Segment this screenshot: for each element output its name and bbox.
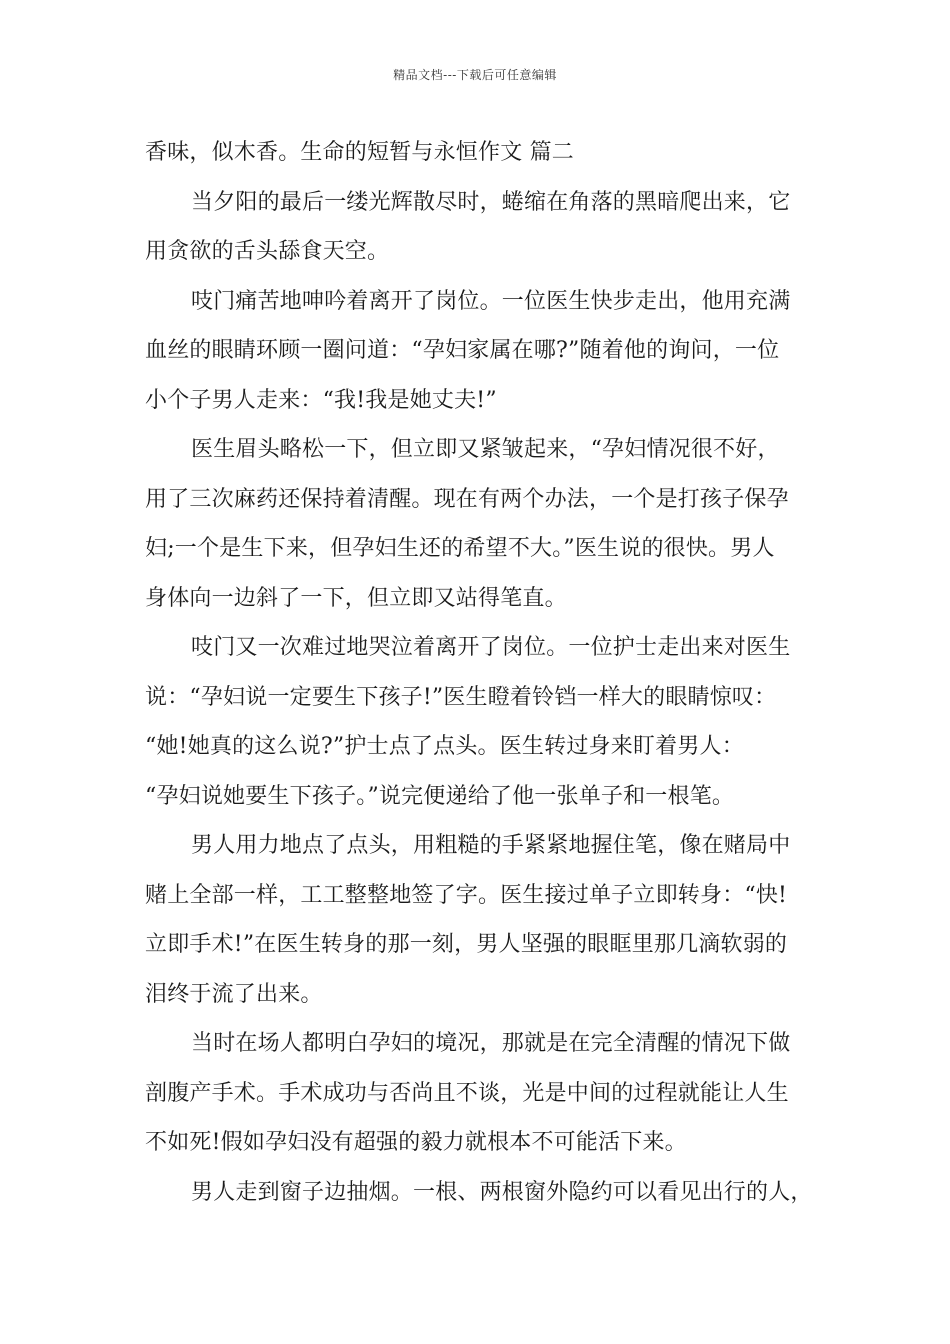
text-line: 男人用力地点了点头，用粗糙的手紧紧地握住笔，像在赌局中 <box>191 833 791 858</box>
page-header: 精品文档---下载后可任意编辑 <box>393 68 557 82</box>
text-line: 妇;一个是生下来，但孕妇生还的希望不大。”医生说的很快。男人 <box>145 536 775 561</box>
text-line: 吱门又一次难过地哭泣着离开了岗位。一位护士走出来对医生 <box>191 635 791 660</box>
text-line: 立即手术!”在医生转身的那一刻，男人坚强的眼眶里那几滴软弱的 <box>145 932 788 957</box>
text-line: 当夕阳的最后一缕光辉散尽时，蜷缩在角落的黑暗爬出来，它 <box>191 189 791 215</box>
body-text <box>145 128 817 1217</box>
text-line: 血丝的眼睛环顾一圈问道：“孕妇家属在哪?”随着他的询问，一位 <box>145 338 780 363</box>
text-line: “她!她真的这么说?”护士点了点头。医生转过身来盯着男人： <box>145 734 744 759</box>
text-line: 当时在场人都明白孕妇的境况，那就是在完全清醒的情况下做 <box>191 1031 791 1056</box>
text-line: 吱门痛苦地呻吟着离开了岗位。一位医生快步走出，他用充满 <box>191 288 791 314</box>
text-line: 用贪欲的舌头舔食天空。 <box>145 239 390 264</box>
text-line: 泪终于流了出来。 <box>145 981 323 1007</box>
text-line: 小个子男人走来：“我!我是她丈夫!” <box>145 387 497 413</box>
text-line: 身体向一边斜了一下，但立即又站得笔直。 <box>145 585 567 611</box>
text-line: 用了三次麻药还保持着清醒。现在有两个办法，一个是打孩子保孕 <box>145 486 789 512</box>
text-line: 剖腹产手术。手术成功与否尚且不谈，光是中间的过程就能让人生 <box>145 1080 789 1106</box>
text-line: 男人走到窗子边抽烟。一根、两根窗外隐约可以看见出行的人， <box>191 1179 813 1205</box>
text-line: 说：“孕妇说一定要生下孩子!”医生瞪着铃铛一样大的眼睛惊叹： <box>145 684 777 710</box>
text-line: 医生眉头略松一下，但立即又紧皱起来，“孕妇情况很不好， <box>191 437 780 462</box>
text-line: 香味，似木香。生命的短暂与永恒作文 篇二 <box>145 140 574 165</box>
text-line: 不如死!假如孕妇没有超强的毅力就根本不可能活下来。 <box>145 1130 687 1155</box>
text-line: “孕妇说她要生下孩子。”说完便递给了他一张单子和一根笔。 <box>145 783 735 809</box>
text-line: 赌上全部一样，工工整整地签了字。医生接过单子立即转身：“快! <box>145 882 788 908</box>
